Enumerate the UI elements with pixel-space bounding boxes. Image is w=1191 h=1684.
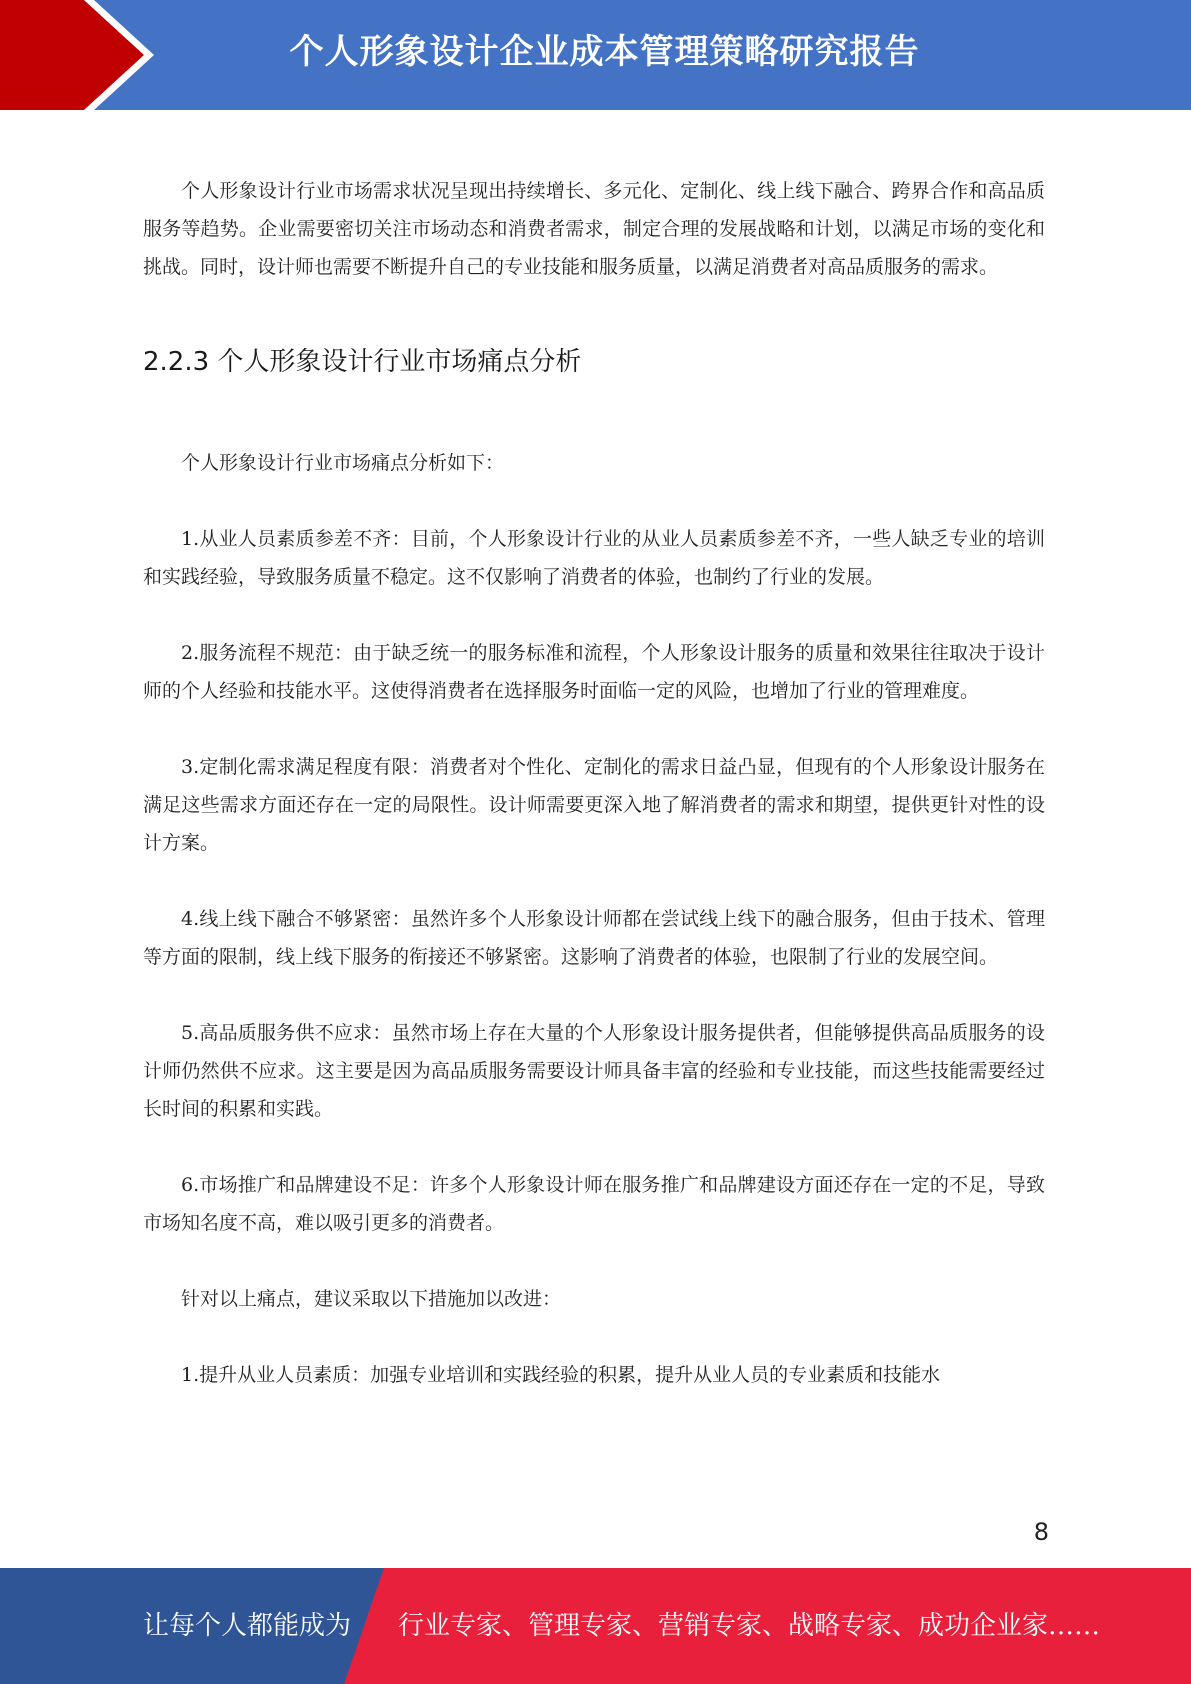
suggestion-lead: 针对以上痛点，建议采取以下措施加以改进：: [181, 1288, 562, 1310]
footer-slogan-right: 行业专家、管理专家、营销专家、战略专家、成功企业家……: [398, 1611, 1101, 1641]
report-title: 个人形象设计企业成本管理策略研究报告: [289, 32, 920, 72]
pain-point-item: 1.从业人员素质参差不齐：目前，个人形象设计行业的从业人员素质参差不齐，一些人缺乏专业的培训和实践经验，导致服务质量不稳定。这不仅影响了消费者的体验，也制约了行业的发展。: [143, 528, 1045, 588]
section-heading: 2.2.3 个人形象设计行业市场痛点分析: [143, 347, 582, 377]
lead-paragraph: 个人形象设计行业市场痛点分析如下：: [181, 452, 505, 474]
suggestion-item: 1.提升从业人员素质：加强专业培训和实践经验的积累，提升从业人员的专业素质和技能水: [181, 1364, 941, 1386]
page-number: 8: [1033, 1518, 1049, 1546]
pain-point-item: 2.服务流程不规范：由于缺乏统一的服务标准和流程，个人形象设计服务的质量和效果往往取决于设计师的个人经验和技能水平。这使得消费者在选择服务时面临一定的风险，也增加了行业的管理难度。: [143, 642, 1045, 702]
main-content: [143, 172, 1045, 1394]
pain-point-item: 5.高品质服务供不应求：虽然市场上存在大量的个人形象设计服务提供者，但能够提供高品质服务的设计师仍然供不应求。这主要是因为高品质服务需要设计师具备丰富的经验和专业技能，而这些技能需要经过长时间的积累和实践。: [143, 1022, 1045, 1120]
intro-paragraph: 个人形象设计行业市场需求状况呈现出持续增长、多元化、定制化、线上线下融合、跨界合作和高品质服务等趋势。企业需要密切关注市场动态和消费者需求，制定合理的发展战略和计划，以满足市场的变化和挑战。同时，设计师也需要不断提升自己的专业技能和服务质量，以满足消费者对高品质服务的需求。: [143, 180, 1045, 278]
pain-point-item: 6.市场推广和品牌建设不足：许多个人形象设计师在服务推广和品牌建设方面还存在一定的不足，导致市场知名度不高，难以吸引更多的消费者。: [143, 1174, 1045, 1234]
page-header: [0, 0, 1191, 110]
page-footer: [0, 1568, 1191, 1684]
footer-slogan-left: 让每个人都能成为: [143, 1611, 352, 1641]
pain-point-item: 4.线上线下融合不够紧密：虽然许多个人形象设计师都在尝试线上线下的融合服务，但由于技术、管理等方面的限制，线上线下服务的衔接还不够紧密。这影响了消费者的体验，也限制了行业的发展空间。: [143, 908, 1045, 968]
pain-point-item: 3.定制化需求满足程度有限：消费者对个性化、定制化的需求日益凸显，但现有的个人形象设计服务在满足这些需求方面还存在一定的局限性。设计师需要更深入地了解消费者的需求和期望，提供更针对性的设计方案。: [143, 756, 1045, 854]
